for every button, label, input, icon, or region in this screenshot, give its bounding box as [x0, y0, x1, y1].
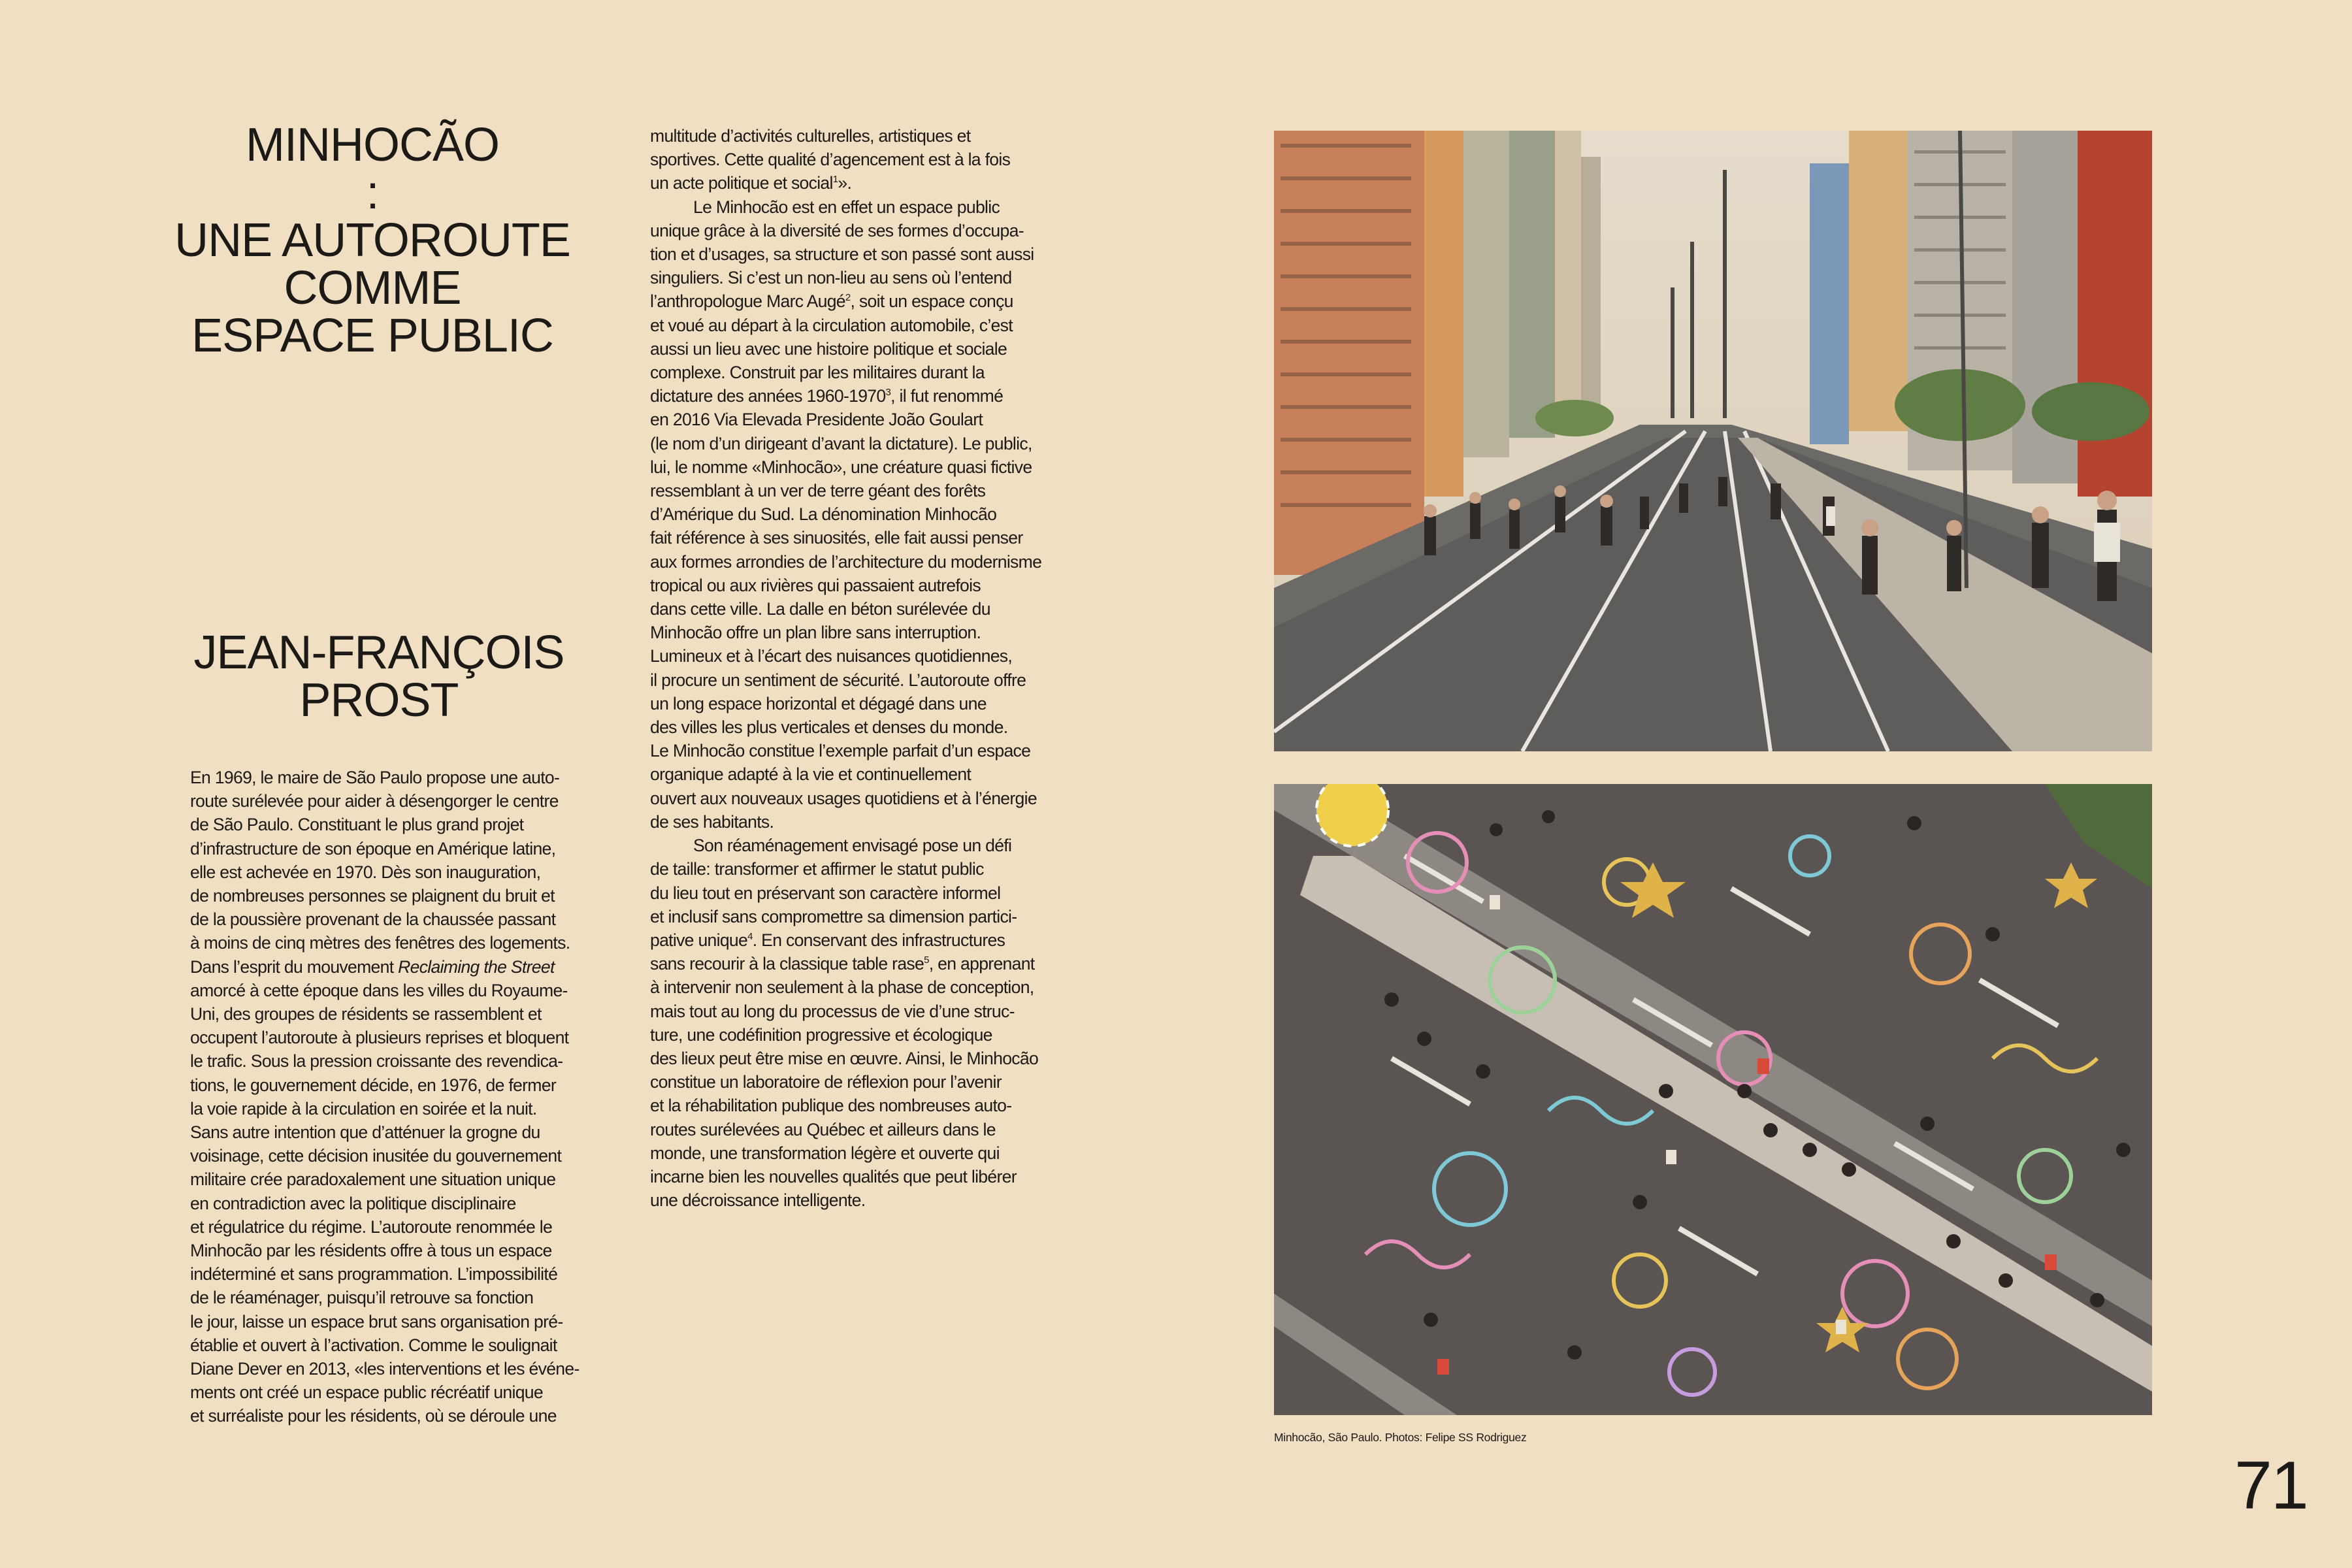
text-fragment: , soit un espace conçu: [850, 291, 1013, 312]
text-line: militaire crée paradoxalement une situation unique: [190, 1169, 556, 1190]
text-line: il procure un sentiment de sécurité. L’autoroute offre: [650, 670, 1026, 690]
text-line: et inclusif sans compromettre sa dimension partici-: [650, 906, 1017, 926]
text-line: lui, le nomme «Minhocão», une créature quasi fictive: [650, 457, 1032, 477]
photo-street-view: [1274, 131, 2152, 751]
text-line: occupent l’autoroute à plusieurs reprises et bloquent: [190, 1028, 569, 1048]
text-line: Le Minhocão constitue l’exemple parfait d’un espace: [650, 741, 1031, 761]
text-line: organique adapté à la vie et continuellement: [650, 764, 972, 785]
text-line: multitude d’activités culturelles, artistiques et: [650, 126, 971, 146]
text-line: ressemblant à un ver de terre géant des forêts: [650, 481, 986, 501]
text-line: monde, une transformation légère et ouverte qui: [650, 1143, 1000, 1163]
text-line: Sans autre intention que d’atténuer la grogne du: [190, 1122, 540, 1143]
text-line: voisinage, cette décision inusitée du gouvernement: [190, 1146, 562, 1166]
text-fragment: dictature des années 1960-1970: [650, 386, 886, 406]
text-line: Minhocão par les résidents offre à tous un espace: [190, 1241, 552, 1261]
text-line: tions, le gouvernement décide, en 1976, de fermer: [190, 1075, 556, 1095]
text-line: de ses habitants.: [650, 811, 774, 832]
text-line: à intervenir non seulement à la phase de conception,: [650, 977, 1034, 998]
author-name: [163, 629, 595, 725]
text-line: amorcé à cette époque dans les villes du Royaume-: [190, 980, 568, 1000]
photo-aerial-view: [1274, 784, 2152, 1415]
text-line: le trafic. Sous la pression croissante des revendica-: [190, 1051, 563, 1071]
text-line: singuliers. Si c’est un non-lieu au sens où l’entend: [650, 268, 1012, 288]
title-line: :: [366, 167, 379, 219]
text-line: une décroissance intelligente.: [650, 1190, 866, 1211]
text-line: des villes les plus verticales et denses du monde.: [650, 717, 1008, 738]
footnote-ref: 4: [747, 930, 753, 942]
aerial-photo-illustration: [1274, 784, 2152, 1415]
text-line: d’infrastructure de son époque en Amérique latine,: [190, 838, 556, 858]
text-line: et la réhabilitation publique des nombreuses auto-: [650, 1096, 1012, 1116]
text-line: aux formes arrondies de l’architecture du modernisme: [650, 551, 1042, 572]
text-line: Uni, des groupes de résidents se rassemblent et: [190, 1004, 542, 1024]
text-line: et surréaliste pour les résidents, où se déroule une: [190, 1406, 557, 1426]
italic-title: Reclaiming the Street: [398, 956, 555, 977]
text-line: [650, 171, 1041, 195]
footnote-ref: 2: [845, 292, 851, 304]
text-fragment: sans recourir à la classique table rase: [650, 954, 924, 974]
text-line: mais tout au long du processus de vie d’une struc-: [650, 1001, 1015, 1021]
text-line: indéterminé et sans programmation. L’impossibilité: [190, 1264, 558, 1284]
text-line: aussi un lieu avec une histoire politique et sociale: [650, 338, 1007, 359]
text-line: la voie rapide à la circulation en soirée et la nuit.: [190, 1098, 537, 1119]
text-line: Le Minhocão est en effet un espace public: [693, 197, 1000, 217]
text-line: unique grâce à la diversité de ses formes d’occupa-: [650, 220, 1024, 240]
text-line: le jour, laisse un espace brut sans organisation pré-: [190, 1311, 563, 1331]
text-line: routes surélevées au Québec et ailleurs dans le: [650, 1119, 996, 1139]
text-line: route surélevée pour aider à désengorger le centre: [190, 791, 559, 811]
text-line: d’Amérique du Sud. La dénomination Minhocão: [650, 504, 997, 525]
text-line: de taille: transformer et affirmer le statut public: [650, 859, 984, 879]
photo-caption: Minhocão, São Paulo. Photos: Felipe SS Rodriguez: [1274, 1431, 1527, 1444]
text-line: et voué au départ à la circulation automobile, c’est: [650, 315, 1013, 335]
footnote-ref: 3: [885, 387, 891, 399]
text-line: des lieux peut être mise en œuvre. Ainsi, le Minhocão: [650, 1048, 1039, 1068]
article-title: [163, 119, 581, 362]
text-line: En 1969, le maire de São Paulo propose une auto-: [190, 768, 560, 787]
text-line: de la poussière provenant de la chaussée passant: [190, 909, 556, 930]
text-line: du lieu tout en préservant son caractère informel: [650, 883, 1001, 903]
text-fragment: l’anthropologue Marc Augé: [650, 291, 845, 312]
title-line: MINHOCÃO: [246, 119, 499, 171]
text-line: incarne bien les nouvelles qualités que peut libérer: [650, 1166, 1017, 1186]
text-fragment: pative unique: [650, 930, 748, 950]
text-line: [650, 952, 1041, 975]
text-fragment: un acte politique et social: [650, 173, 833, 193]
body-column-right: [650, 124, 1041, 1212]
text-line: [650, 928, 1041, 952]
text-line: en contradiction avec la politique disciplinaire: [190, 1193, 516, 1213]
text-line: fait référence à ses sinuosités, elle fait aussi penser: [650, 528, 1023, 548]
body-column-left: [190, 766, 580, 1428]
page-number: 71: [2234, 1448, 2308, 1524]
text-line: Lumineux et à l’écart des nuisances quotidiennes,: [650, 646, 1013, 666]
title-line: ESPACE PUBLIC: [191, 310, 553, 362]
text-fragment: ».: [838, 173, 852, 193]
footnote-ref: 5: [924, 955, 929, 966]
text-line: ouvert aux nouveaux usages quotidiens et à l’énergie: [650, 788, 1037, 808]
text-line: constitue un laboratoire de réflexion pour l’avenir: [650, 1072, 1002, 1092]
text-line: tion et d’usages, sa structure et son passé sont aussi: [650, 244, 1034, 265]
text-line: complexe. Construit par les militaires durant la: [650, 363, 985, 383]
text-line: de São Paulo. Constituant le plus grand projet: [190, 815, 524, 835]
text-line: (le nom d’un dirigeant d’avant la dictature). Le public,: [650, 433, 1032, 453]
text-line: ments ont créé un espace public récréatif unique: [190, 1382, 543, 1403]
text-line: en 2016 Via Elevada Presidente João Goulart: [650, 410, 983, 430]
text-line: elle est achevée en 1970. Dès son inauguration,: [190, 862, 541, 882]
title-line: UNE AUTOROUTE: [174, 214, 570, 267]
text-line: établie et ouvert à l’activation. Comme le soulignait: [190, 1335, 557, 1355]
text-line: un long espace horizontal et dégagé dans une: [650, 693, 987, 713]
text-line: Diane Dever en 2013, «les interventions et les événe-: [190, 1359, 580, 1379]
title-line: COMME: [284, 262, 461, 314]
text-line: et régulatrice du régime. L’autoroute renommée le: [190, 1217, 553, 1237]
author-line: PROST: [299, 674, 459, 727]
text-fragment: , en apprenant: [928, 954, 1035, 974]
text-fragment: , il fut renommé: [890, 386, 1004, 406]
text-line: [650, 384, 1041, 408]
text-line: [190, 955, 580, 979]
street-photo-illustration: [1274, 131, 2152, 751]
text-line: dans cette ville. La dalle en béton surélevée du: [650, 599, 990, 619]
text-fragment: Dans l’esprit du mouvement: [190, 956, 399, 977]
text-line: sportives. Cette qualité d’agencement est à la fois: [650, 150, 1011, 170]
text-fragment: . En conservant des infrastructures: [752, 930, 1005, 950]
text-line: à moins de cinq mètres des fenêtres des logements.: [190, 933, 570, 953]
text-line: [650, 289, 1041, 313]
text-line: Minhocão offre un plan libre sans interruption.: [650, 623, 981, 643]
footnote-ref: 1: [832, 174, 838, 186]
text-line: Son réaménagement envisagé pose un défi: [693, 836, 1012, 856]
text-line: de nombreuses personnes se plaignent du bruit et: [190, 886, 555, 906]
author-line: JEAN-FRANÇOIS: [193, 627, 564, 679]
text-line: de le réaménager, puisqu’il retrouve sa fonction: [190, 1288, 534, 1308]
text-line: tropical ou aux rivières qui passaient autrefois: [650, 575, 981, 595]
text-line: ture, une codéfinition progressive et écologique: [650, 1024, 992, 1045]
